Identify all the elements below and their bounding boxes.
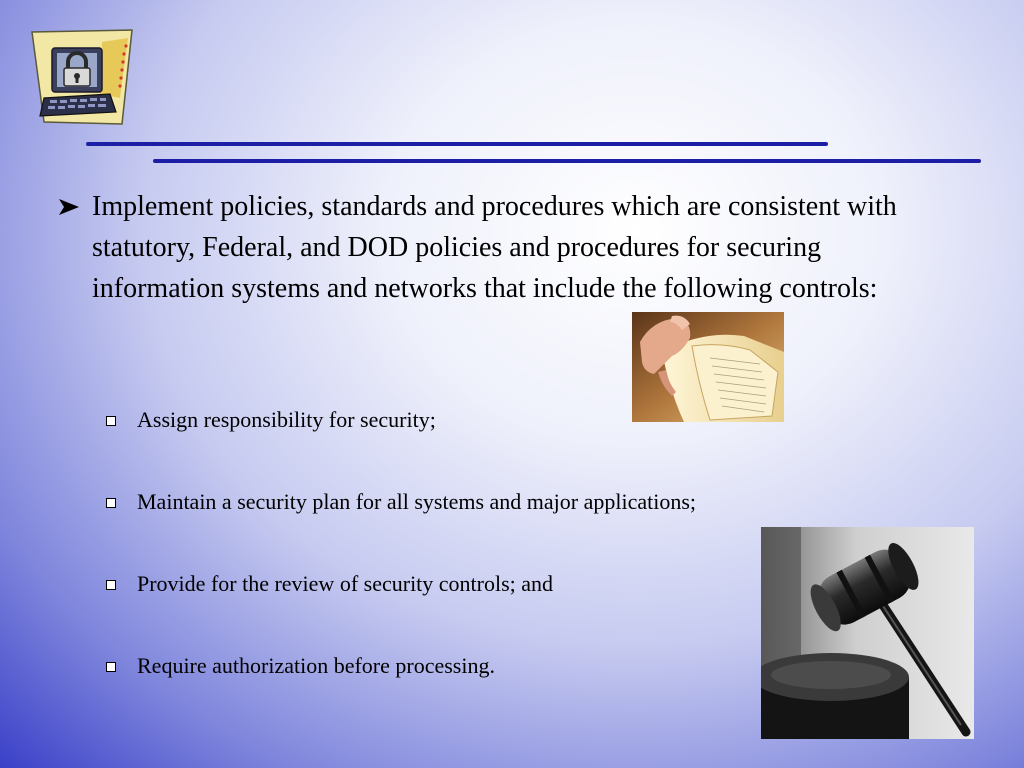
list-item <box>106 405 436 435</box>
open-book-photo <box>632 312 784 422</box>
main-bullet <box>56 186 916 309</box>
square-bullet-icon <box>106 416 116 426</box>
list-item <box>106 651 495 681</box>
list-item <box>106 569 553 599</box>
list-item-label: Maintain a security plan for all systems and major applications; <box>137 489 697 514</box>
list-item-label: Provide for the review of security controls; and <box>137 571 554 596</box>
gavel-photo <box>761 527 974 739</box>
header-rule-lower <box>153 159 981 163</box>
list-item <box>106 487 696 517</box>
square-bullet-icon <box>106 498 116 508</box>
square-bullet-icon <box>106 662 116 672</box>
square-bullet-icon <box>106 580 116 590</box>
arrow-bullet-icon <box>56 186 84 227</box>
list-item-label: Require authorization before processing. <box>137 653 495 678</box>
computer-padlock-logo-icon <box>30 28 134 126</box>
list-item-label: Assign responsibility for security; <box>137 407 436 432</box>
main-bullet-text: Implement policies, standards and procedures which are consistent with statutory, Federal, and DOD policies and procedures for securing information systems and networks that include the following controls: <box>92 191 897 304</box>
header-rule-upper <box>86 142 828 146</box>
